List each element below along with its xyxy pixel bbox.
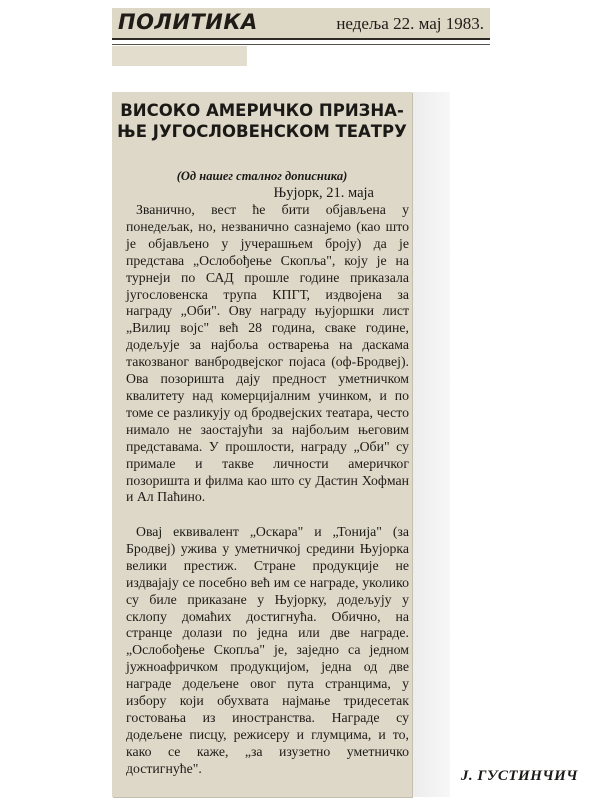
article-headline: ВИСОКО АМЕРИЧКО ПРИЗНА-ЊЕ ЈУГОСЛОВЕНСКОМ ТЕАТРУ — [117, 101, 407, 141]
article-paragraph: Овај еквивалент „Оскара" и „Тонија" (за Бродвеј) ужива у уметничкој средини Њујорка велики престиж. Стране продукције не издвајају се посебно већ им се награде, уколико су биле приказане у Њујорку, додељују у склопу домаћих достигнућа. Обично, на странце долази по једна или две награде. „Ослобођење Скопља" је, заједно са једном јужноафричком продукцијом, једна од две награде додељене овог пута странцима, у избору који обухвата најмање тридесетак гостовања из иностранства. Награде су додељене писцу, режисеру и глумцима, и то, како се каже, „за изузетно уметничко достигнуће". — [126, 524, 409, 776]
issue-date: недеља 22. мај 1983. — [336, 14, 484, 33]
newspaper-masthead — [112, 8, 490, 40]
article-dateline: Њујорк, 21. маја — [273, 185, 374, 201]
background-page-edge — [410, 92, 450, 797]
paper-fragment — [112, 46, 247, 66]
article-paragraph: Званично, вест ће бити објављена у понедељак, но, незванично сазнајемо (као што је објављено у јучерашњем броју) да је представа „Ослобођење Скопља", коју је на турнеји по САД прошле године приказала југословенска трупа КПГТ, издвојена за награду „Оби". Ову награду њујоршки лист „Вилиџ војс" већ 28 година, сваке године, додељује за најбоља остварења на даскама такозваног ванбродвејског појаса (оф-Бродвеј). Ова позоришта дају предност уметничком квалитету над комерцијалним учинком, и по томе се разликују од бродвејских театара, често нимало не заостајући за најбољим његовим представама. У прошлости, награду „Оби" су примале и такве личности америчког позоришта и филма као што су Дастин Хофман и Ал Паћино. — [126, 202, 409, 505]
masthead-divider — [112, 44, 490, 45]
article-byline: (Од нашег сталног дописника) — [176, 169, 348, 183]
newspaper-logo: ПОЛИТИКА — [118, 10, 258, 34]
article-clipping — [112, 92, 412, 797]
author-signature: Ј. ГУСТИНЧИЧ — [460, 768, 578, 784]
